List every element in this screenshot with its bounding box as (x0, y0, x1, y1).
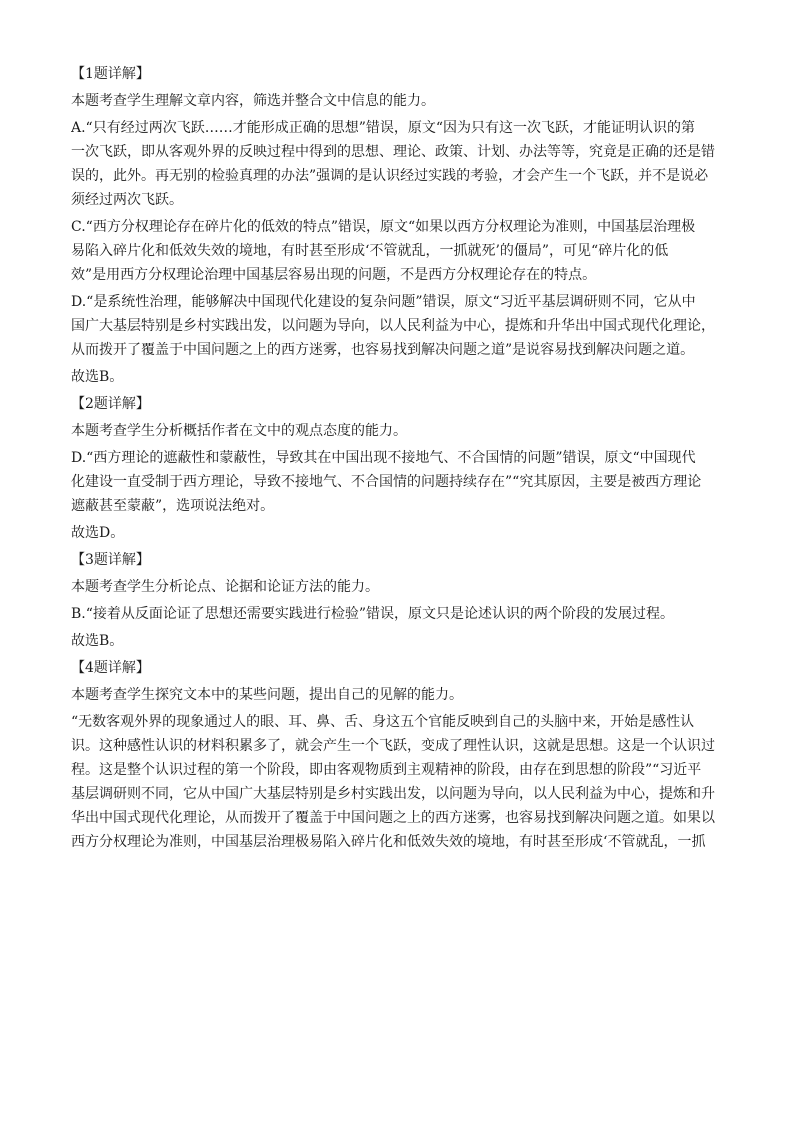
text-line: 本题考查学生探究文本中的某些问题，提出自己的见解的能力。 (71, 687, 463, 703)
text-line: 本题考查学生分析论点、论据和论证方法的能力。 (71, 579, 379, 595)
text-line: 化建设一直受制于西方理论，导致不接地气、不合国情的问题持续存在”“究其原因，主要是被西方理论 (71, 474, 702, 490)
paragraph (71, 602, 723, 626)
heading-text: 【1题详解】 (71, 66, 150, 82)
paragraph (71, 89, 723, 113)
document-page (71, 62, 723, 857)
section-heading (71, 656, 723, 680)
text-line: 故选B。 (71, 369, 124, 385)
text-line: 易陷入碎片化和低效失效的境地，有时甚至形成‘不管就乱，一抓就死’的僵局”，可见“碎片化的低 (71, 243, 669, 259)
text-line: 识。这种感性认识的材料积累多了，就会产生一个飞跃，变成了理性认识，这就是思想。这是一个认识过 (71, 738, 715, 754)
text-line: D.“西方理论的遮蔽性和蒙蔽性，导致其在中国出现不接地气、不合国情的问题”错误，原文“中国现代 (71, 450, 696, 466)
section-heading (71, 548, 723, 572)
paragraph (71, 446, 723, 518)
heading-text: 【2题详解】 (71, 396, 150, 412)
paragraph (71, 215, 723, 287)
text-line: 程。这是整个认识过程的第一个阶段，即由客观物质到主观精神的阶段，由存在到思想的阶段”“习近平 (71, 762, 702, 778)
paragraph (71, 419, 723, 443)
heading-text: 【3题详解】 (71, 552, 150, 568)
text-line: 基层调研则不同，它从中国广大基层特别是乡村实践出发，以问题为导向，以人民利益为中心，提炼和升 (71, 786, 715, 802)
text-line: 误的，此外。再无别的检验真理的办法”强调的是认识经过实践的考验，才会产生一个飞跃，并不是说必 (71, 168, 709, 184)
text-line: 须经过两次飞跃。 (71, 192, 183, 208)
text-line: 国广大基层特别是乡村实践出发，以问题为导向，以人民利益为中心，提炼和升华出中国式现代化理论， (71, 318, 715, 334)
section-heading (71, 392, 723, 416)
text-line: 本题考查学生分析概括作者在文中的观点态度的能力。 (71, 423, 407, 439)
paragraph (71, 683, 723, 707)
paragraph (71, 521, 723, 545)
paragraph (71, 116, 723, 212)
text-line: 故选B。 (71, 633, 124, 649)
section-heading (71, 62, 723, 86)
text-line: B.“接着从反面论证了思想还需要实践进行检验”错误，原文只是论述认识的两个阶段的发展过程。 (71, 606, 675, 622)
paragraph (71, 365, 723, 389)
text-line: 故选D。 (71, 525, 125, 541)
text-line: D.“是系统性治理，能够解决中国现代化建设的复杂问题”错误，原文“习近平基层调研则不同，它从中 (71, 294, 696, 310)
text-line: 从而拨开了覆盖于中国问题之上的西方迷雾，也容易找到解决问题之道”是说容易找到解决问题之道。 (71, 342, 695, 358)
text-line: C.“西方分权理论存在碎片化的低效的特点”错误，原文“如果以西方分权理论为准则，中国基层治理极 (71, 219, 696, 235)
paragraph (71, 629, 723, 653)
text-line: 遮蔽甚至蒙蔽”，选项说法绝对。 (71, 498, 275, 514)
text-line: “无数客观外界的现象通过人的眼、耳、鼻、舌、身这五个官能反映到自己的头脑中来，开始是感性认 (71, 714, 695, 730)
paragraph (71, 710, 723, 854)
text-line: 效”是用西方分权理论治理中国基层容易出现的问题，不是西方分权理论存在的特点。 (71, 267, 597, 283)
document-body (71, 62, 723, 857)
text-line: 本题考查学生理解文章内容，筛选并整合文中信息的能力。 (71, 93, 435, 109)
heading-text: 【4题详解】 (71, 660, 150, 676)
text-line: 一次飞跃，即从客观外界的反映过程中得到的思想、理论、政策、计划、办法等等，究竟是正确的还是错 (71, 144, 715, 160)
text-line: A.“只有经过两次飞跃……才能形成正确的思想”错误，原文“因为只有这一次飞跃，才能证明认识的第 (71, 120, 696, 136)
paragraph (71, 575, 723, 599)
text-line: 华出中国式现代化理论，从而拨开了覆盖于中国问题之上的西方迷雾，也容易找到解决问题之道。如果以 (71, 810, 715, 826)
paragraph (71, 290, 723, 362)
text-line: 西方分权理论为准则，中国基层治理极易陷入碎片化和低效失效的境地，有时甚至形成‘不管就乱，一抓 (71, 834, 706, 850)
